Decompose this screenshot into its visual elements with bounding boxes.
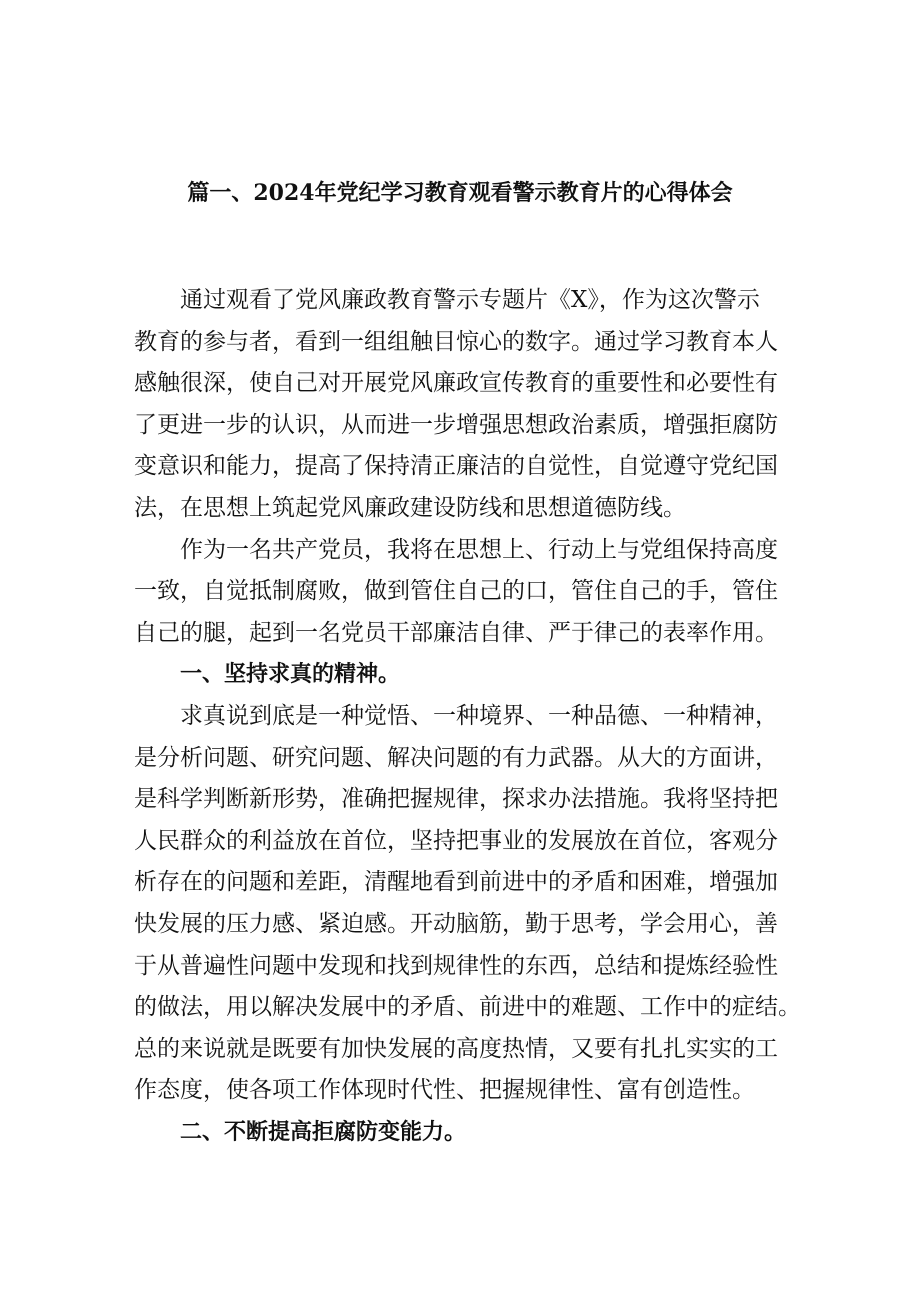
text-line: 法，在思想上筑起党风廉政建设防线和思想道德防线。: [134, 494, 686, 521]
text-line: 自己的腿，起到一名党员干部廉洁自律、严于律己的表率作用。: [134, 619, 778, 646]
document-body: [134, 280, 800, 1153]
text-line: 作为一名共产党员，我将在思想上、行动上与党组保持高度: [180, 536, 778, 563]
text-line: 是科学判断新形势，准确把握规律，探求办法措施。我将坚持把: [134, 786, 778, 813]
text-line: 人民群众的利益放在首位，坚持把事业的发展放在首位，客观分: [134, 827, 778, 854]
text-line: 了更进一步的认识，从而进一步增强思想政治素质，增强拒腐防: [134, 411, 778, 438]
text-line: 作态度，使各项工作体现时代性、把握规律性、富有创造性。: [134, 1077, 755, 1104]
text-line: 变意识和能力，提高了保持清正廉洁的自觉性，自觉遵守党纪国: [134, 453, 778, 480]
text-line: 总的来说就是既要有加快发展的高度热情，又要有扎扎实实的工: [134, 1035, 778, 1062]
section-heading-2: 二、不断提高拒腐防变能力。: [180, 1119, 467, 1145]
paragraph-1: [134, 280, 800, 530]
paragraph-3: [134, 696, 800, 1112]
text-line: 一致，自觉抵制腐败，做到管住自己的口，管住自己的手，管住: [134, 578, 778, 605]
text-line: 通过观看了党风廉政教育警示专题片《X》，作为这次警示: [180, 287, 760, 313]
paragraph-2: [134, 530, 800, 655]
text-line: 教育的参与者，看到一组组触目惊心的数字。通过学习教育本人: [134, 328, 778, 355]
text-line: 析存在的问题和差距，清醒地看到前进中的矛盾和困难，增强加: [134, 869, 778, 896]
document-title: 篇一、2024年党纪学习教育观看警示教育片的心得体会: [187, 180, 733, 206]
text-line: 感触很深，使自己对开展党风廉政宣传教育的重要性和必要性有: [134, 370, 778, 397]
text-line: 是分析问题、研究问题、解决问题的有力武器。从大的方面讲，: [134, 744, 778, 771]
text-line: 快发展的压力感、紧迫感。开动脑筋，勤于思考，学会用心，善: [134, 910, 778, 937]
section-heading-1: 一、坚持求真的精神。: [180, 662, 401, 688]
text-line: 的做法，用以解决发展中的矛盾、前进中的难题、工作中的症结。: [134, 994, 801, 1021]
text-line: 求真说到底是一种觉悟、一种境界、一种品德、一种精神，: [180, 702, 778, 729]
text-line: 于从普遍性问题中发现和找到规律性的东西，总结和提炼经验性: [134, 952, 778, 979]
